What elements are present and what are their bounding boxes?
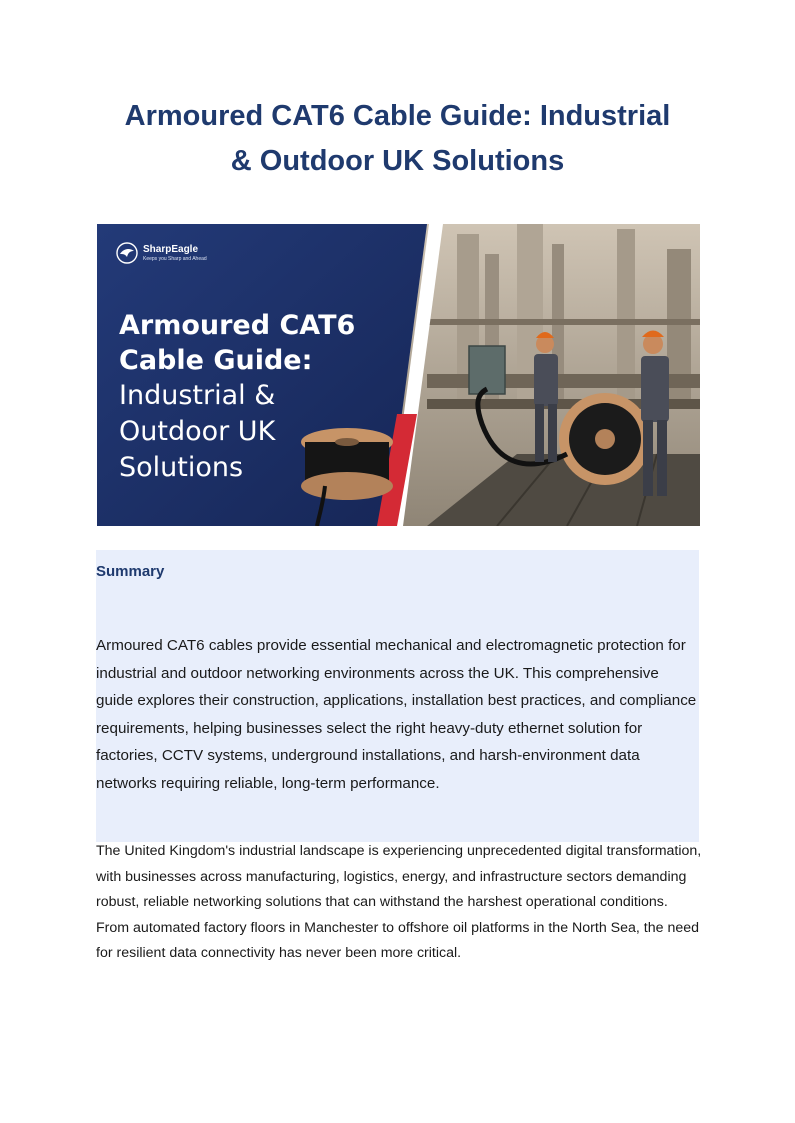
- title-line-1: Armoured CAT6 Cable Guide: Industrial: [124, 100, 671, 132]
- tower-5: [617, 229, 635, 399]
- hero-heading-light-3: Solutions: [119, 452, 244, 483]
- intro-paragraph: The United Kingdom's industrial landscape is experiencing unprecedented digital transformation, with businesses across manufacturing, logistics, energy, and infrastructure sectors demanding robust, reliable networking solutions that can withstand the harshest operational conditions. From automated factory floors in Manchester to offshore oil platforms in the North Sea, the need for resilient data connectivity has never been more critical.: [96, 843, 702, 961]
- brand-logo: [116, 242, 207, 264]
- title-line-2: & Outdoor UK Solutions: [230, 145, 565, 177]
- hero-heading-bold-1: Armoured CAT6: [119, 310, 356, 341]
- pipe-3: [427, 319, 700, 325]
- junction-box: [469, 346, 505, 394]
- document-title: [60, 94, 735, 184]
- hero-heading: [119, 308, 409, 486]
- brand-name: SharpEagle: [143, 243, 199, 255]
- hero-heading-light-1: Industrial &: [119, 380, 276, 411]
- summary-heading: Summary: [96, 563, 165, 580]
- brand-tagline: Keeps you Sharp and Ahead: [143, 255, 207, 262]
- hero-banner-image: [97, 224, 700, 526]
- worker-2-body: [641, 356, 669, 422]
- eagle-icon: [116, 242, 138, 264]
- hero-heading-light-2: Outdoor UK: [119, 416, 276, 447]
- summary-box: [96, 550, 699, 842]
- worker-1-body: [534, 354, 558, 406]
- hero-heading-bold-2: Cable Guide:: [119, 345, 313, 376]
- summary-paragraph: Armoured CAT6 cables provide essential mechanical and electromagnetic protection for industrial and outdoor networking environments across the UK. This comprehensive guide explores their construction, applications, installation best practices, and compliance requirements, helping businesses select the right heavy-duty ethernet solution for factories, CCTV systems, underground installations, and harsh-environment data networks requiring reliable, long-term performance.: [96, 637, 697, 792]
